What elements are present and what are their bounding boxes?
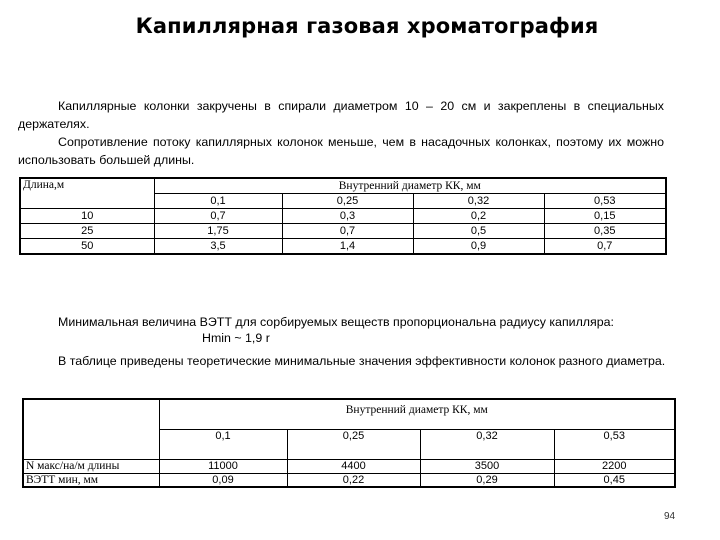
value-cell: 3500 — [420, 459, 554, 473]
empty-corner-cell — [23, 399, 159, 459]
value-cell: 1,75 — [154, 224, 282, 239]
diameter-cell: 0,53 — [554, 429, 675, 459]
length-header: Длина,м — [20, 178, 154, 209]
intro-paragraph-2: Сопротивление потоку капиллярных колонок меньше, чем в насадочных колонках, поэтому их можно использовать большей длины. — [18, 135, 664, 167]
value-cell: 3,5 — [154, 239, 282, 255]
intro-paragraph-1: Капиллярные колонки закручены в спирали диаметром 10 – 20 см и закреплены в специальных держателях. — [18, 99, 664, 131]
table-row — [23, 473, 675, 487]
length-diameter-table — [19, 177, 667, 255]
diameter-cell: 0,32 — [413, 194, 544, 209]
value-cell: 1,4 — [282, 239, 413, 255]
value-cell: 0,3 — [282, 209, 413, 224]
diameter-cell: 0,25 — [282, 194, 413, 209]
section2-paragraph-1: Минимальная величина ВЭТТ для сорбируемых веществ пропорциональна радиусу капилляра: — [58, 315, 614, 329]
value-cell: 0,22 — [287, 473, 420, 487]
value-cell: 0,35 — [544, 224, 666, 239]
row-label: ВЭТТ мин, мм — [23, 473, 159, 487]
value-cell: 0,7 — [154, 209, 282, 224]
value-cell: 0,7 — [544, 239, 666, 255]
value-cell: 0,29 — [420, 473, 554, 487]
value-cell: 2200 — [554, 459, 675, 473]
table-row — [20, 209, 666, 224]
value-cell: 0,15 — [544, 209, 666, 224]
length-cell: 10 — [20, 209, 154, 224]
hmin-formula: Hmin ~ 1,9 r — [202, 331, 270, 345]
value-cell: 0,09 — [159, 473, 287, 487]
diameter-cell: 0,1 — [159, 429, 287, 459]
page-number: 94 — [664, 511, 676, 522]
diameter-cell: 0,25 — [287, 429, 420, 459]
section2-paragraph-2: В таблице приведены теоретические минимальные значения эффективности колонок разного диаметра. — [58, 354, 666, 368]
value-cell: 0,7 — [282, 224, 413, 239]
table-row — [23, 399, 675, 429]
diameter-cell: 0,53 — [544, 194, 666, 209]
value-cell: 4400 — [287, 459, 420, 473]
table-row — [20, 178, 666, 194]
diameter-header: Внутренний диаметр КК, мм — [154, 178, 666, 194]
slide-title: Капиллярная газовая хроматография — [135, 14, 599, 38]
diameter-cell: 0,1 — [154, 194, 282, 209]
length-cell: 25 — [20, 224, 154, 239]
efficiency-table — [22, 398, 676, 488]
length-cell: 50 — [20, 239, 154, 255]
table-row — [23, 459, 675, 473]
table-row — [20, 224, 666, 239]
value-cell: 0,2 — [413, 209, 544, 224]
diameter-cell: 0,32 — [420, 429, 554, 459]
value-cell: 0,9 — [413, 239, 544, 255]
table-row — [20, 239, 666, 255]
value-cell: 0,45 — [554, 473, 675, 487]
row-label: N макс/на/м длины — [23, 459, 159, 473]
value-cell: 0,5 — [413, 224, 544, 239]
value-cell: 11000 — [159, 459, 287, 473]
diameter-header: Внутренний диаметр КК, мм — [159, 399, 675, 429]
